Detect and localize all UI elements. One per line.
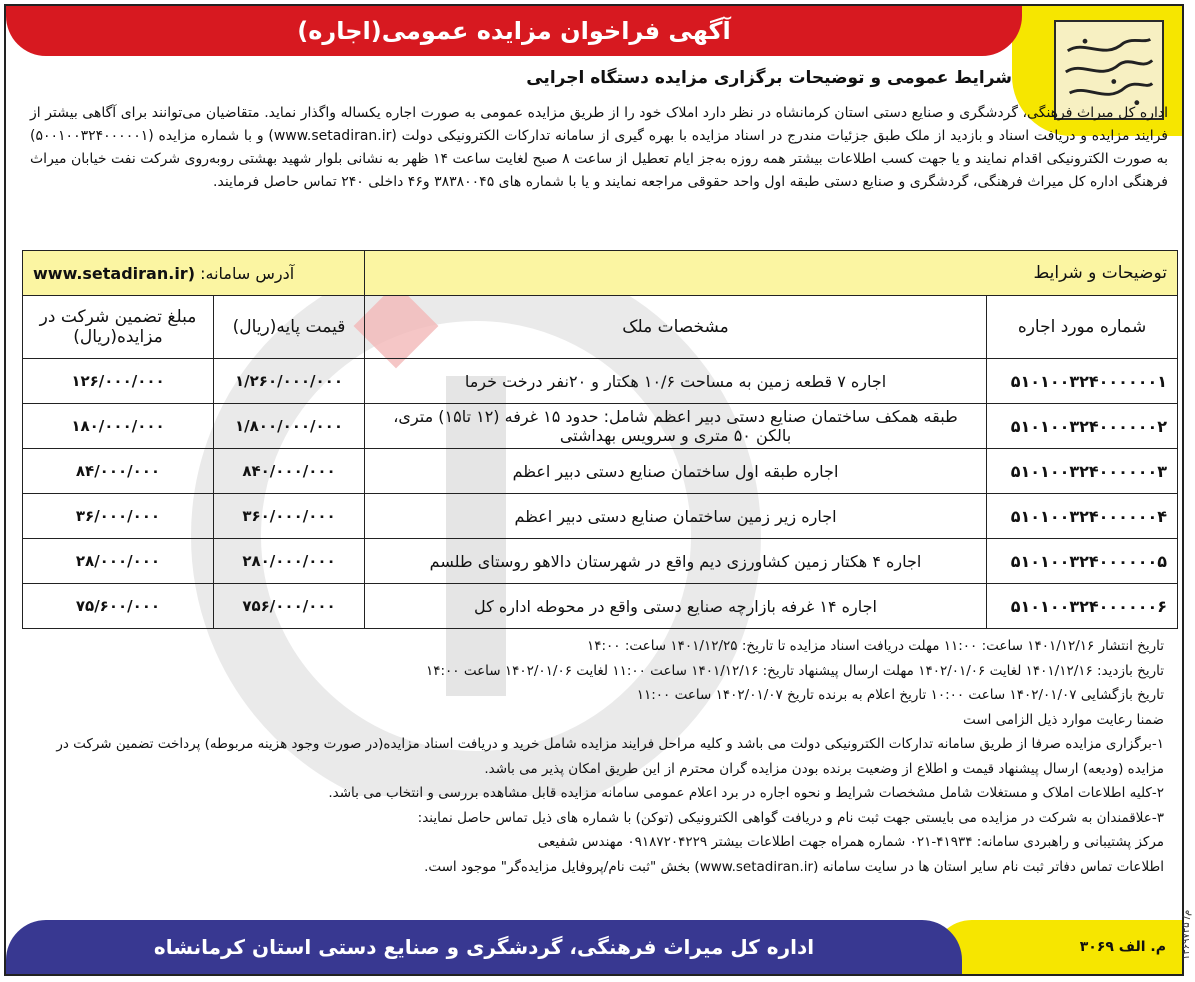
footer-code: م. الف ۳۰۶۹ [1079,939,1166,955]
header-desc: مشخصات ملک [365,296,987,359]
terms-line: ضمنا رعایت موارد ذیل الزامی است [963,711,1164,728]
terms-line: اطلاعات تماس دفاتر ثبت نام سایر استان ها در سایت سامانه (www.setadiran.ir) بخش "ثبت نام/پروفایل مزایده‌گر" موجود است. [424,858,1164,875]
notice-title: آگهی فراخوان مزایده عمومی(اجاره) [297,17,731,45]
site-link[interactable]: (www.setadiran.ir [33,263,195,283]
table-row [23,449,1178,494]
row-desc: اجاره زیر زمین ساختمان صنایع دستی دبیر اعظم [365,494,987,539]
row-base: ۳۶۰/۰۰۰/۰۰۰ [214,494,365,539]
row-deposit: ۸۴/۰۰۰/۰۰۰ [23,449,214,494]
table-row [23,359,1178,404]
side-code: ۱۴۶۹۷۴۵ /م [1181,909,1192,960]
row-base: ۱/۲۶۰/۰۰۰/۰۰۰ [214,359,365,404]
site-label: آدرس سامانه: [200,263,295,283]
header-base: قیمت پایه(ریال) [214,296,365,359]
row-desc: اجاره ۴ هکتار زمین کشاورزی دیم واقع در شهرستان دالاهو روستای طلسم [365,539,987,584]
row-deposit: ۲۸/۰۰۰/۰۰۰ [23,539,214,584]
header-deposit: مبلغ تضمین شرکت در مزایده(ریال) [23,296,214,359]
row-code: ۵۱۰۱۰۰۳۲۴۰۰۰۰۰۰۱ [987,359,1178,404]
row-desc: اجاره ۱۴ غرفه بازارچه صنایع دستی واقع در محوطه اداره کل [365,584,987,629]
terms-section [26,634,1164,879]
row-deposit: ۱۲۶/۰۰۰/۰۰۰ [23,359,214,404]
table-row [23,494,1178,539]
footer-org: اداره کل میراث فرهنگی، گردشگری و صنایع دستی استان کرمانشاه [153,935,815,959]
row-code: ۵۱۰۱۰۰۳۲۴۰۰۰۰۰۰۶ [987,584,1178,629]
row-code: ۵۱۰۱۰۰۳۲۴۰۰۰۰۰۰۲ [987,404,1178,449]
row-desc: اجاره ۷ قطعه زمین به مساحت ۱۰/۶ هکتار و ۲۰نفر درخت خرما [365,359,987,404]
row-deposit: ۷۵/۶۰۰/۰۰۰ [23,584,214,629]
table-caption-right: توضیحات و شرایط [365,251,1178,296]
terms-line: تاریخ بازگشایی ۱۴۰۲/۰۱/۰۷ ساعت ۱۰:۰۰ تاریخ اعلام به برنده تاریخ ۱۴۰۲/۰۱/۰۷ ساعت ۱۱:۰۰ [636,687,1164,703]
header-banner [6,6,1022,56]
row-deposit: ۱۸۰/۰۰۰/۰۰۰ [23,404,214,449]
row-desc: اجاره طبقه اول ساختمان صنایع دستی دبیر اعظم [365,449,987,494]
footer-code-panel [932,920,1182,974]
footer-banner [6,920,962,974]
row-base: ۲۸۰/۰۰۰/۰۰۰ [214,539,365,584]
header-code: شماره مورد اجاره [987,296,1178,359]
row-base: ۱/۸۰۰/۰۰۰/۰۰۰ [214,404,365,449]
table-top-row [23,251,1178,296]
row-desc: طبقه همکف ساختمان صنایع دستی دبیر اعظم شامل: حدود ۱۵ غرفه (۱۲ تا۱۵) متری، بالکن ۵۰ متری و سرویس بهداشتی [365,404,987,449]
terms-line: تاریخ انتشار ۱۴۰۱/۱۲/۱۶ ساعت: ۱۱:۰۰ مهلت دریافت اسناد مزایده تا تاریخ: ۱۴۰۱/۱۲/۲۵ ساعت: ۱۴:۰۰ [586,638,1164,654]
row-base: ۸۴۰/۰۰۰/۰۰۰ [214,449,365,494]
intro-paragraph: اداره کل میراث فرهنگی، گردشگری و صنایع دستی استان کرمانشاه در نظر دارد املاک خود را از طریق مزایده عمومی به صورت اجاره یکساله واگذار نماید. متقاضیان می‌توانند برای آگاهی بیشتر از فرایند مزایده و دریافت اسناد و بازدید از ملک طبق جزئیات مندرج در اسناد مزایده با بهره گیری از سامانه تدارکات الکترونیکی دولت (www.setadiran.ir) و با شماره مزایده (۵۰۰۱۰۰۳۲۴۰۰۰۰۰۱) به صورت الکترونیکی اقدام نمایند و یا جهت کسب اطلاعات بیشتر همه روزه به‌جز ایام تعطیل از ساعت ۸ صبح لغایت ساعت ۱۴ ظهر به نشانی بلوار شهید بهشتی روبه‌روی شرکت نفت خیابان میراث فرهنگی اداره کل میراث فرهنگی، گردشگری و صنایع دستی طبقه اول واحد حقوقی مراجعه نمایند و یا با شماره های ۳۸۳۸۰۰۴۵ و۴۶ داخلی ۲۴۰ تماس حاصل فرمایند. [30,105,1168,190]
table-caption-left [23,251,365,296]
terms-line: مرکز پشتیبانی و راهبردی سامانه: ۴۱۹۳۴-۰۲۱ شماره همراه جهت اطلاعات بیشتر ۰۹۱۸۷۲۰۴۲۲۹ مهندس شفیعی [537,834,1164,850]
section-title: شرایط عمومی و توضیحات برگزاری مزایده دستگاه اجرایی [526,68,1012,88]
terms-line: ۱-برگزاری مزایده صرفا از طریق سامانه تدارکات الکترونیکی دولت می باشد و کلیه مراحل فرایند مزایده شامل خرید و دریافت اسناد مزایده(در صورت وجود هزینه مربوطه) پرداخت تضمین شرکت در مزایده (ودیعه) ارسال پیشنهاد قیمت و اطلاع از وضعیت برنده بودن مزایده گران محترم از این طریق امکان پذیر می باشد. [56,736,1164,777]
auction-table [22,250,1178,629]
row-code: ۵۱۰۱۰۰۳۲۴۰۰۰۰۰۰۳ [987,449,1178,494]
terms-line: ۳-علاقمندان به شرکت در مزایده می بایستی جهت ثبت نام و دریافت گواهی الکترونیکی (توکن) با شماره های ذیل تماس حاصل نمایند: [417,809,1164,826]
notice-frame [4,4,1184,976]
row-code: ۵۱۰۱۰۰۳۲۴۰۰۰۰۰۰۵ [987,539,1178,584]
table-row [23,584,1178,629]
terms-line: تاریخ بازدید: ۱۴۰۱/۱۲/۱۶ لغایت ۱۴۰۲/۰۱/۰۶ مهلت ارسال پیشنهاد تاریخ: ۱۴۰۱/۱۲/۱۶ ساعت ۱۱:۰۰ لغایت ۱۴۰۲/۰۱/۰۶ ساعت ۱۴:۰۰ [425,662,1164,679]
table-row [23,404,1178,449]
terms-line: ۲-کلیه اطلاعات املاک و مستغلات شامل مشخصات شرایط و نحوه اجاره در برد اعلام عمومی سامانه مزایده قابل مشاهده بررسی و انتخاب می باشد. [328,785,1164,801]
table-header-row [23,296,1178,359]
row-deposit: ۳۶/۰۰۰/۰۰۰ [23,494,214,539]
row-code: ۵۱۰۱۰۰۳۲۴۰۰۰۰۰۰۴ [987,494,1178,539]
table-row [23,539,1178,584]
row-base: ۷۵۶/۰۰۰/۰۰۰ [214,584,365,629]
